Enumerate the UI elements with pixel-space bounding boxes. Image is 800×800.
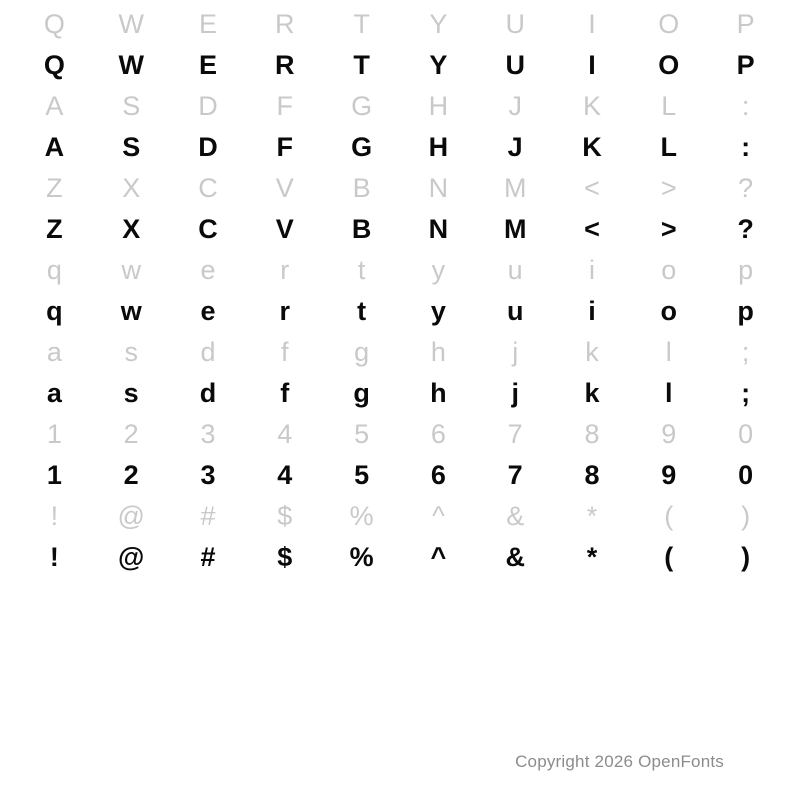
glyph-cell: t (357, 295, 367, 326)
glyph-row-light (0, 6, 800, 42)
glyph-cell: 3 (200, 418, 216, 449)
glyph-cell: k (584, 377, 600, 408)
glyph-cell: l (665, 377, 673, 408)
glyph-cell: B (351, 213, 372, 244)
glyph-cell: g (354, 336, 370, 367)
glyph-row-dark (0, 288, 800, 334)
glyph-cell: 2 (123, 459, 139, 490)
glyph-cell: ) (741, 541, 751, 572)
glyph-row-pair (0, 334, 800, 416)
glyph-cell: $ (277, 541, 293, 572)
glyph-cell: Q (43, 49, 65, 80)
glyph-cell: r (280, 254, 290, 285)
glyph-cell: P (736, 49, 755, 80)
glyph-cell: ( (664, 541, 674, 572)
glyph-cell: 9 (661, 459, 677, 490)
glyph-cell: L (661, 90, 677, 121)
glyph-cell: ! (50, 500, 59, 531)
glyph-cell: F (276, 131, 294, 162)
glyph-cell: < (584, 172, 600, 203)
glyph-cell: ; (741, 377, 751, 408)
glyph-cell: i (588, 295, 596, 326)
glyph-cell: o (661, 254, 677, 285)
glyph-row-light (0, 170, 800, 206)
glyph-cell: : (741, 90, 750, 121)
glyph-cell: 5 (354, 459, 370, 490)
glyph-cell: a (46, 377, 62, 408)
glyph-cell: R (275, 49, 295, 80)
glyph-cell: M (503, 172, 527, 203)
glyph-cell: * (586, 541, 598, 572)
glyph-cell: $ (277, 500, 293, 531)
glyph-cell: 0 (738, 418, 754, 449)
glyph-cell: * (586, 500, 598, 531)
glyph-cell: # (200, 500, 216, 531)
glyph-cell: s (124, 336, 138, 367)
glyph-cell: O (658, 49, 680, 80)
glyph-row-light (0, 416, 800, 452)
glyph-cell: Z (46, 172, 63, 203)
glyph-row-pair (0, 416, 800, 498)
glyph-cell: 7 (507, 459, 523, 490)
glyph-cell: 7 (507, 418, 523, 449)
glyph-cell: A (44, 131, 65, 162)
glyph-cell: 0 (738, 459, 754, 490)
glyph-cell: W (118, 8, 144, 39)
glyph-cell: 8 (584, 459, 600, 490)
glyph-cell: A (45, 90, 64, 121)
glyph-cell: U (505, 8, 525, 39)
glyph-cell: a (46, 336, 62, 367)
glyph-cell: Y (429, 8, 448, 39)
glyph-cell: u (506, 295, 524, 326)
glyph-cell: ! (49, 541, 59, 572)
glyph-cell: w (121, 254, 141, 285)
glyph-cell: C (198, 213, 218, 244)
glyph-cell: ^ (430, 541, 447, 572)
glyph-cell: h (430, 336, 446, 367)
glyph-cell: j (512, 336, 519, 367)
glyph-cell: V (275, 213, 294, 244)
glyph-row-dark (0, 534, 800, 580)
glyph-cell: y (431, 254, 446, 285)
glyph-row-pair (0, 170, 800, 252)
glyph-cell: # (200, 541, 216, 572)
glyph-cell: @ (117, 500, 145, 531)
glyph-cell: t (357, 254, 366, 285)
glyph-cell: 5 (354, 418, 370, 449)
glyph-cell: B (352, 172, 371, 203)
glyph-row-dark (0, 42, 800, 88)
glyph-cell: % (349, 541, 374, 572)
glyph-cell: ^ (432, 500, 445, 531)
glyph-cell: k (585, 336, 599, 367)
glyph-cell: & (506, 500, 525, 531)
glyph-cell: P (736, 8, 755, 39)
glyph-row-light (0, 88, 800, 124)
glyph-cell: K (582, 90, 601, 121)
glyph-row-dark (0, 124, 800, 170)
glyph-cell: G (351, 90, 373, 121)
glyph-cell: o (660, 295, 678, 326)
glyph-row-light (0, 334, 800, 370)
glyph-cell: Z (46, 213, 63, 244)
glyph-cell: u (507, 254, 523, 285)
glyph-cell: d (199, 377, 217, 408)
glyph-cell: f (281, 336, 289, 367)
glyph-row-pair (0, 498, 800, 580)
glyph-cell: M (503, 213, 527, 244)
glyph-cell: 4 (277, 418, 293, 449)
glyph-cell: r (279, 295, 291, 326)
glyph-cell: S (122, 90, 141, 121)
glyph-cell: S (122, 131, 141, 162)
glyph-cell: s (123, 377, 139, 408)
glyph-cell: G (351, 131, 373, 162)
glyph-row-light (0, 252, 800, 288)
glyph-cell: p (738, 254, 754, 285)
glyph-cell: 9 (661, 418, 677, 449)
glyph-cell: X (122, 213, 141, 244)
glyph-cell: f (280, 377, 290, 408)
glyph-cell: N (428, 172, 449, 203)
glyph-cell: H (428, 90, 449, 121)
glyph-cell: < (584, 213, 600, 244)
glyph-cell: ( (664, 500, 674, 531)
glyph-cell: & (505, 541, 525, 572)
glyph-cell: H (428, 131, 449, 162)
glyph-cell: U (505, 49, 525, 80)
glyph-cell: D (198, 131, 218, 162)
glyph-cell: J (507, 131, 523, 162)
glyph-cell: d (200, 336, 216, 367)
glyph-cell: ; (741, 336, 750, 367)
glyph-cell: 2 (123, 418, 139, 449)
glyph-cell: > (660, 213, 677, 244)
glyph-cell: l (665, 336, 672, 367)
glyph-cell: ) (741, 500, 751, 531)
glyph-row-pair (0, 252, 800, 334)
glyph-cell: V (275, 172, 294, 203)
glyph-row-dark (0, 370, 800, 416)
glyph-cell: ? (737, 213, 754, 244)
glyph-cell: 3 (200, 459, 216, 490)
glyph-cell: N (428, 213, 449, 244)
glyph-cell: D (198, 90, 218, 121)
glyph-cell: 1 (46, 459, 62, 490)
glyph-cell: Q (43, 8, 65, 39)
glyph-cell: K (582, 131, 602, 162)
glyph-cell: > (660, 172, 677, 203)
glyph-cell: g (353, 377, 370, 408)
glyph-cell: e (200, 254, 216, 285)
glyph-cell: E (198, 49, 217, 80)
glyph-cell: L (660, 131, 678, 162)
glyph-cell: 6 (430, 418, 446, 449)
glyph-cell: E (198, 8, 217, 39)
glyph-cell: q (46, 254, 62, 285)
glyph-cell: 1 (46, 418, 62, 449)
glyph-cell: F (276, 90, 294, 121)
glyph-cell: e (200, 295, 216, 326)
glyph-cell: T (353, 49, 370, 80)
glyph-cell: O (658, 8, 680, 39)
glyph-cell: q (46, 295, 63, 326)
glyph-cell: I (588, 49, 596, 80)
glyph-cell: : (741, 131, 751, 162)
copyright-notice: Copyright 2026 OpenFonts (515, 752, 724, 771)
glyph-cell: 4 (277, 459, 293, 490)
glyph-cell: 8 (584, 418, 600, 449)
glyph-cell: W (118, 49, 144, 80)
glyph-row-dark (0, 452, 800, 498)
glyph-row-light (0, 498, 800, 534)
glyph-cell: p (737, 295, 754, 326)
glyph-cell: ? (738, 172, 754, 203)
glyph-cell: i (588, 254, 595, 285)
glyph-cell: C (198, 172, 218, 203)
glyph-cell: @ (118, 541, 145, 572)
glyph-row-pair (0, 6, 800, 88)
glyph-cell: Y (429, 49, 448, 80)
glyph-cell: y (430, 295, 446, 326)
glyph-cell: J (508, 90, 522, 121)
glyph-cell: h (430, 377, 447, 408)
glyph-row-pair (0, 88, 800, 170)
glyph-cell: j (511, 377, 519, 408)
glyph-cell: w (120, 295, 142, 326)
glyph-cell: T (353, 8, 370, 39)
glyph-cell: X (122, 172, 141, 203)
glyph-cell: % (349, 500, 374, 531)
glyph-row-dark (0, 206, 800, 252)
glyph-cell: R (275, 8, 295, 39)
glyph-cell: I (588, 8, 596, 39)
glyph-cell: 6 (430, 459, 446, 490)
